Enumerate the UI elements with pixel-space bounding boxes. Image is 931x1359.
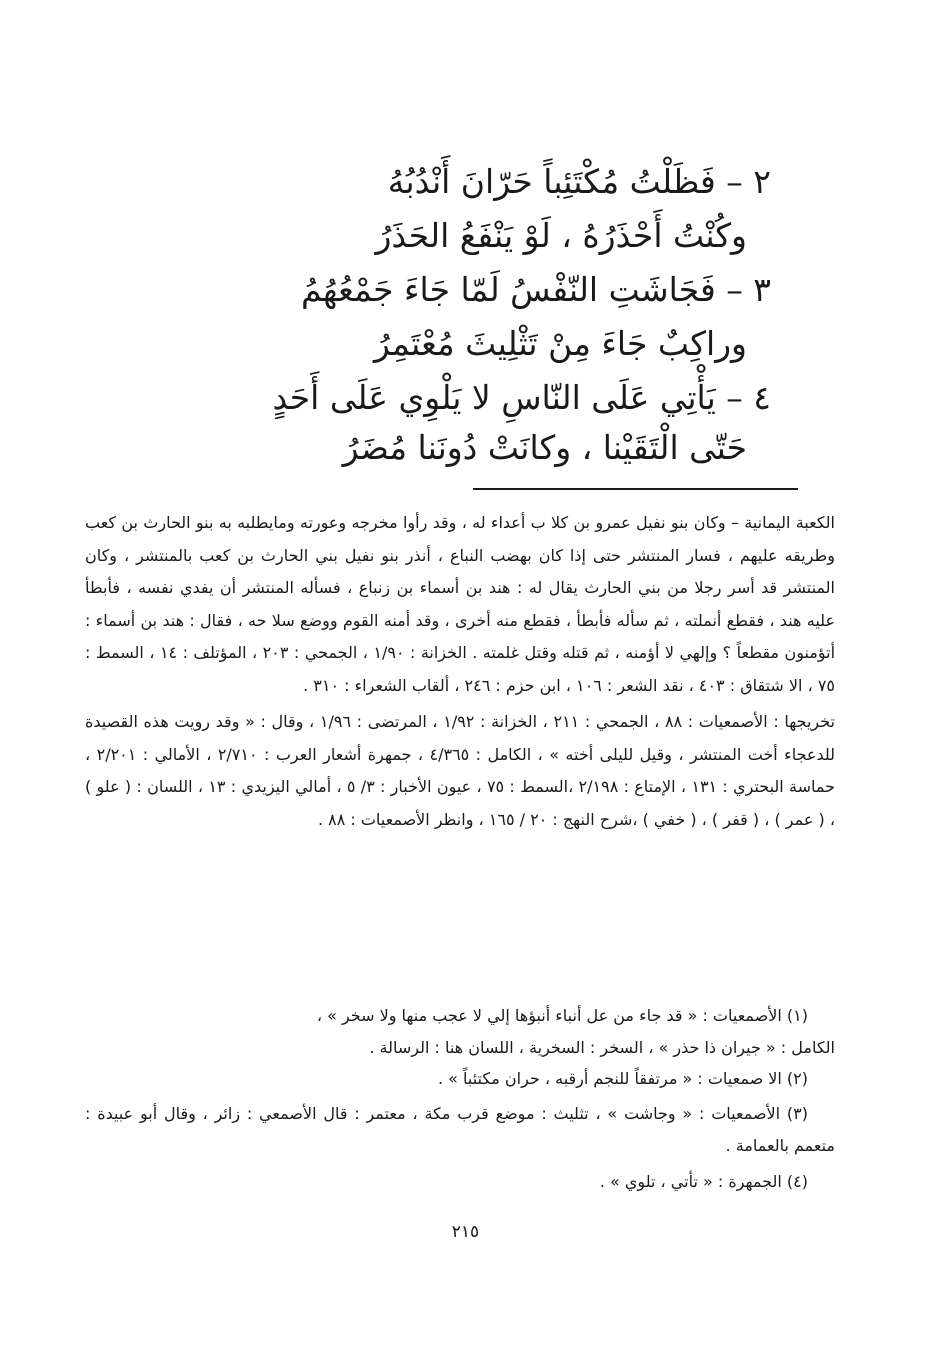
verse-2-first-hemistich: ٢ – فَظَلْتُ مُكْتَئِباً حَرّانَ أَنْدُبُهُ: [387, 162, 771, 201]
context-paragraph: الكعبة اليمانية – وكان بنو نفيل عمرو بن كلا ب أعداء له ، وقد رأوا مخرجه وعورته ومايطلبه به بنو الحارث بن كعب وطريقه عليهم ، فسار المنتشر حتى إذا كان بهضب النباع ، أنذر بنو نفيل بني الحارث بن كعب بالمنتشر ، وكان المنتشر قد أسر رجلا من بني الحارث يقال له : هند بن أسماء بن زنباع ، فسأله المنتشر أن يفدي نفسه ، فأبطأ عليه هند ، فقطع أنملته ، ثم سأله فأبطأ ، فقطع منه أخرى ، وقد أمنه القوم ووضع سلا حه ، فقال : هند بن أسماء : أتؤمنون مقطعاً ؟ وإلهي لا أؤمنه ، ثم قتله وقتل غلمته . الخزانة : ١/٩٠ ، الجمحي : ٢٠٣ ، المؤتلف : ١٤ ، السمط : ٧٥ ، الا شتقاق : ٤٠٣ ، نقد الشعر : ١٠٦ ، ابن حزم : ٢٤٦ ، ألقاب الشعراء : ٣١٠ .: [85, 513, 836, 695]
page-number: ٢١٥: [451, 1222, 480, 1242]
footnote-1-line2: الكامل : « جيران ذا حذر » ، السخر : السخرية ، اللسان هنا : الرسالة .: [369, 1038, 835, 1057]
sources-paragraph: تخريجها : الأصمعيات : ٨٨ ، الجمحي : ٢١١ ، الخزانة : ١/٩٢ ، المرتضى : ١/٩٦ ، وقال : « وقد رويت هذه القصيدة للدعجاء أخت المنتشر ، وقيل لليلى أخته » ، الكامل : ٤/٣٦٥ ، جمهرة أشعار العرب : ٢/٧١٠ ، الأمالي : ٢/٢٠١ ، حماسة البحتري : ١٣١ ، الإمتاع : ٢/١٩٨ ،السمط : ٧٥ ، عيون الأخبار : ٣/ ٥ ، أمالي اليزيدي : ١٣ ، اللسان : ( علو ) ، ( عمر ) ، ( قفر ) ، ( خفي ) ،شرح النهج : ٢٠ / ١٦٥ ، وانظر الأصمعيات : ٨٨ .: [85, 712, 836, 829]
notes-block: [85, 507, 835, 836]
footnote-2-line1: (٢) الا صمعيات : « مرتفقاً للنجم أرقبه ، حران مكتئباً » .: [437, 1069, 808, 1088]
verse-3-first-hemistich: ٣ – فَجَاشَتِ النّفْسُ لَمّا جَاءَ جَمْعُهُمُ: [300, 270, 771, 309]
verse-4-first-hemistich: ٤ – يَأْتِي عَلَى النّاسِ لا يَلْوِي عَلَى أَحَدٍ: [272, 378, 771, 417]
footnote-1-line1: (١) الأصمعيات : « قد جاء من عل أنباء أنبؤها إلي لا عجب منها ولا سخر » ،: [316, 1006, 808, 1025]
footnote-3-line1: (٣) الأصمعيات : « وجاشت » ، تثليث : موضع قرب مكة ، معتمر : قال الأصمعي : زائر ، وقال أبو عبيدة : متعمم بالعمامة .: [85, 1104, 835, 1155]
footnote-1: [85, 1000, 835, 1064]
footnote-3: [85, 1098, 835, 1162]
footnote-2: [85, 1063, 835, 1095]
footnote-separator-rule: [473, 488, 798, 490]
footnote-4: [85, 1166, 835, 1198]
verse-4-second-hemistich: حَتّى الْتَقَيْنا ، وكانَتْ دُونَنا مُضَرُ: [342, 428, 747, 467]
verse-3-second-hemistich: وراكِبٌ جَاءَ مِنْ تَثْلِيثَ مُعْتَمِرُ: [373, 324, 747, 363]
footnote-4-line1: (٤) الجمهرة : « تأتي ، تلوي » .: [599, 1172, 808, 1191]
verse-2-second-hemistich: وكُنْتُ أَحْذَرُهُ ، لَوْ يَنْفَعُ الحَذَرُ: [375, 216, 747, 255]
